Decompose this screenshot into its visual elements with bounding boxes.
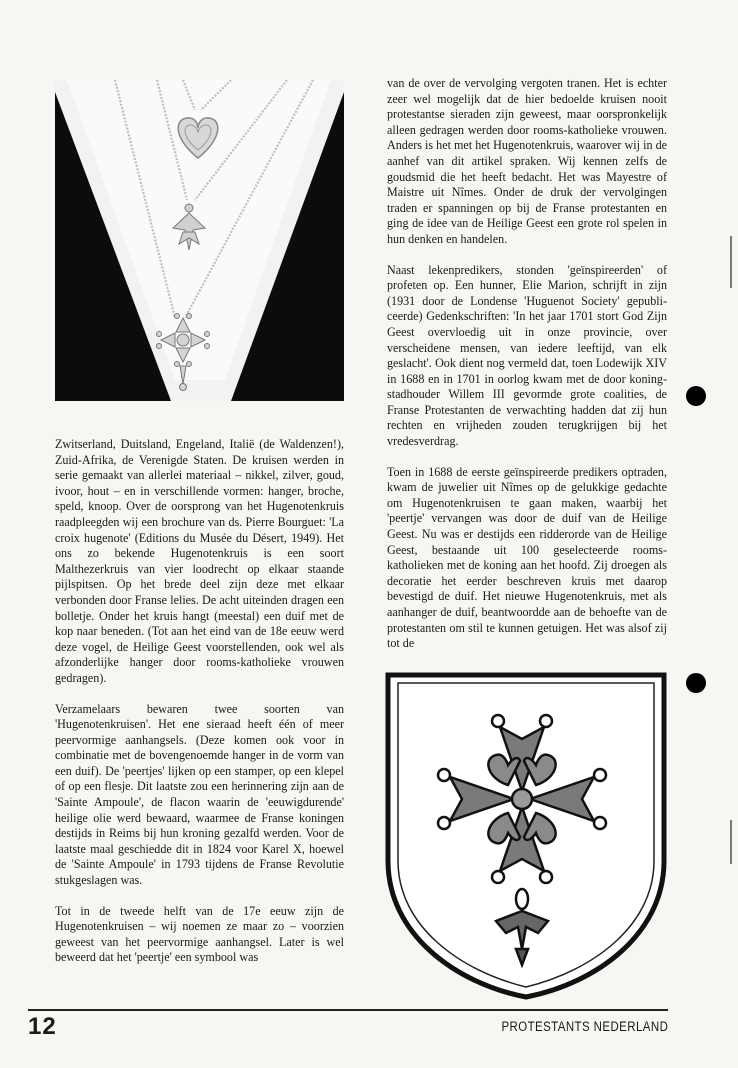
- right-paragraph: Toen in 1688 de eerste geïnspireerde predikers optraden, kwam de juwelier uit Nîmes op de gelukkige gedachte om Hugenotenkruisen te gaan maken, waarbij het 'peertje' vervangen was door de duif van de Heilige Geest. Nu was er destijds een ridderorde van de Heilige Geest, bestaande uit 100 geselecteerde rooms-katholieken met de koning aan het hoofd. Zij droegen als decoratie het eerder beschreven kruis met daarop bevestigd de duif. Het nieuwe Hugenotenkruis, met als aanhanger de duif, beantwoordde aan de behoefte van de protestanten om stil te kunnen getuigen. Het was alsof zij tot de: [387, 464, 667, 651]
- right-text-column: [387, 76, 667, 667]
- magazine-name: PROTESTANTS NEDERLAND: [501, 1019, 668, 1034]
- left-paragraph: Tot in de tweede helft van de 17e eeuw zijn de Hugenotenkruisen – wij noemen ze maar zo – voorzien geweest van het peervormige aanhangsel. Later is wel beweerd dat het 'peertje' een symbool was: [55, 903, 344, 965]
- punch-hole: [686, 386, 706, 406]
- huguenot-cross-shield-image: [384, 671, 668, 1001]
- footer-rule: [28, 1009, 668, 1011]
- edge-mark: [730, 820, 732, 864]
- punch-hole: [686, 673, 706, 693]
- left-paragraph: Verzamelaars bewaren twee soorten van 'Hugenotenkruisen'. Het ene sieraad heeft één of meer peervormige aanhangsels. (Deze komen ook voor in combinatie met de bovengenoemde hanger in de vorm van een duif). De 'peertjes' lijken op een stamper, op een klepel of op een flesje. Dit laatste zou een herinnering zijn aan de 'Sainte Ampoule', de flacon waarin de 'eeuwigdurende' heilige olie werd bewaard, waarmee de Franse koningen destijds in Reims bij hun kroning gezalfd werden. Voor de laatste maal geschiedde dit in 1824 voor Karel X, hoewel de 'Sainte Ampoule' in 1793 tijdens de Franse Revolutie stukgeslagen was.: [55, 701, 344, 888]
- edge-mark: [730, 236, 732, 288]
- right-paragraph: Naast lekenpredikers, stonden 'geïnspireerden' of profeten op. Een hunner, Elie Marion, schrijft in zijn (1931 door de Londense 'Huguenot Society' gepubliceerde) Gedenkschriften: 'In het jaar 1701 stort God Zijn Geest overvloedig uit in onze provincie, over verscheidene mensen, van iedere leeftijd, van elk geslacht'. Ook dient nog vermeld dat, toen Lodewijk XIV in 1688 en in 1701 in oorlog kwam met de door koning-stadhouder Willem III gevormde grote coalities, de Franse Protestanten de verwachting hadden dat zij hun rechten en vrijheden zouden terugkrijgen bij het vredesverdrag.: [387, 262, 667, 449]
- left-paragraph: Zwitserland, Duitsland, Engeland, Italië (de Waldenzen!), Zuid-Afrika, de Verenigde Staten. De kruisen werden in serie gemaakt van allerlei materiaal – nikkel, zilver, goud, ivoor, hout – en in verschillende vormen: hanger, broche, speld, knoop. Over de oorsprong van het Hugenotenkruis raadpleegden wij een brochure van ds. Pierre Bourguet: 'La croix hugenote' (Editions du Musée du Désert, 1949). Het ons zo bekende Hugenotenkruis is een soort Malthezerkruis van vier loodrecht op elkaar staande pijlspitsen. Op het brede deel zijn deze met elkaar verbonden door Franse lelies. De acht uiteinden dragen een bolletje. Onder het kruis hangt (meestal) een duif met de kop naar beneden. (Tot aan het eind van de 18e eeuw werd deze vogel, de Heilige Geest voorstellenden, ook wel als afzonderlijke hanger door rooms-katholieke vrouwen gedragen).: [55, 437, 344, 685]
- right-paragraph: van de over de vervolging vergoten tranen. Het is echter zeer wel mogelijk dat de hier bedoelde kruisen nooit protestantse sieraden zijn geweest, maar oorspronkelijk alleen gedragen werden door rooms-katholieke vrouwen. Anders is het met het Hugenotenkruis, waarover wij in de aanhef van dit artikel spraken. Wij kennen zelfs de goudsmid die het heeft bedacht. Het was Mayestre of Maistre uit Nîmes. Onder de druk der vervolgingen traden er spanningen op bij de Franse protestanten en ging de idee van de Heilige Geest een grote rol spelen in hun denken en handelen.: [387, 76, 667, 246]
- page-number: 12: [28, 1013, 57, 1040]
- left-text-column: [55, 437, 344, 981]
- pendant-photo: [55, 80, 344, 401]
